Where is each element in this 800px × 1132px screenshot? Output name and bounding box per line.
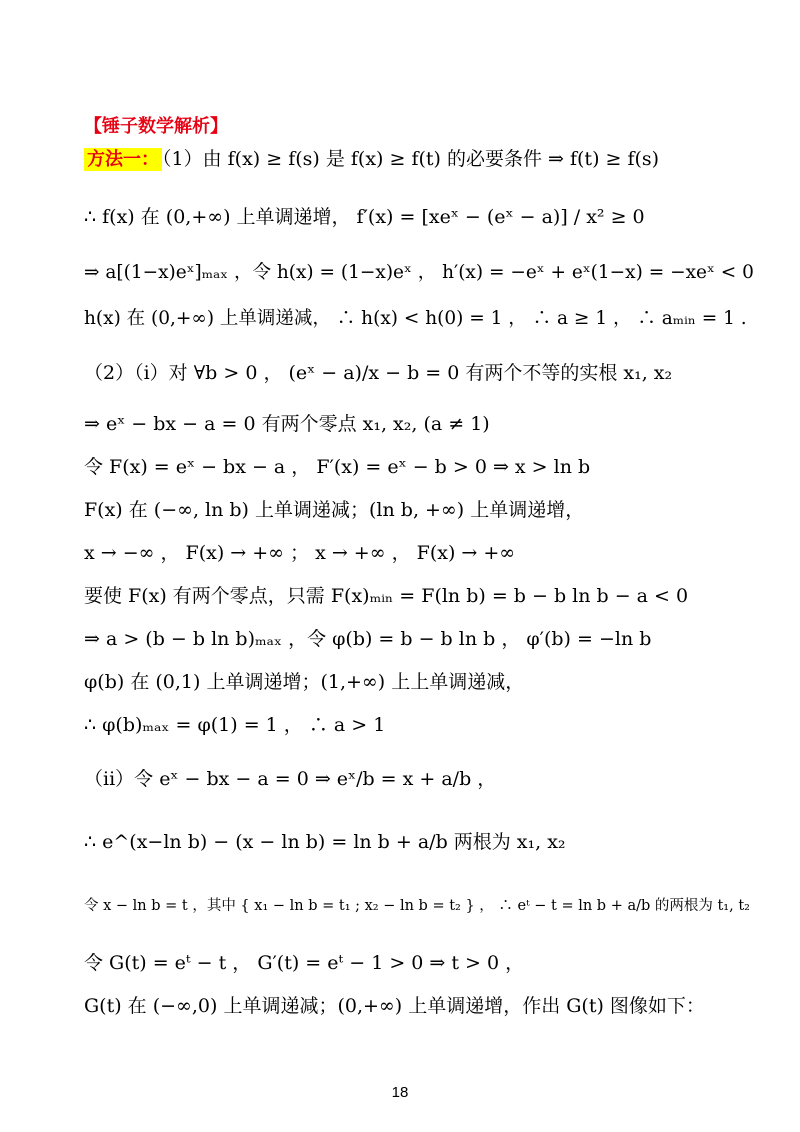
- line-11: ⇒ a > (b − b ln b)ₘₐₓ ，令 φ(b) = b − b ln b ， φ′(b) = −ln b: [84, 628, 652, 650]
- line-1: 方法一： （1）由 f(x) ≥ f(s) 是 f(x) ≥ f(t) 的必要条件 ⇒ f(t) ≥ f(s): [84, 146, 659, 173]
- line-2: ∴ f(x) 在 (0,+∞) 上单调递增， f′(x) = [xeˣ − (eˣ − a)] / x² ≥ 0: [84, 206, 645, 228]
- line-3: ⇒ a[(1−x)eˣ]ₘₐₓ ，令 h(x) = (1−x)eˣ ， h′(x) = −eˣ + eˣ(1−x) = −xeˣ < 0: [84, 262, 754, 283]
- line-5: （2）（i）对 ∀b > 0 ， (eˣ − a)/x − b = 0 有两个不等的实根 x₁, x₂: [84, 362, 673, 384]
- line-16: 令 x − ln b = t ，其中 { x₁ − ln b = t₁ ; x₂ − ln b = t₂ } ， ∴ eᵗ − t = ln b + a/b 的两根为 t₁, t₂: [84, 898, 750, 914]
- line-8: F(x) 在 (−∞, ln b) 上单调递减；(ln b, +∞) 上单调递增，: [84, 499, 585, 521]
- page-number: 18: [391, 1084, 409, 1101]
- line-13: ∴ φ(b)ₘₐₓ = φ(1) = 1 ， ∴ a > 1: [84, 714, 386, 736]
- line-4: h(x) 在 (0,+∞) 上单调递减， ∴ h(x) < h(0) = 1 ， ∴ a ≥ 1 ， ∴ aₘᵢₙ = 1 .: [84, 308, 747, 329]
- line-9: x → −∞ ， F(x) → +∞ ； x → +∞ ， F(x) → +∞: [84, 542, 516, 564]
- line-10: 要使 F(x) 有两个零点，只需 F(x)ₘᵢₙ = F(ln b) = b − b ln b − a < 0: [84, 585, 689, 607]
- line-6: ⇒ eˣ − bx − a = 0 有两个零点 x₁, x₂, (a ≠ 1): [84, 413, 490, 435]
- line-17: 令 G(t) = eᵗ − t ， G′(t) = eᵗ − 1 > 0 ⇒ t > 0 ，: [84, 952, 525, 974]
- line-7: 令 F(x) = eˣ − bx − a ， F′(x) = eˣ − b > 0 ⇒ x > ln b: [84, 456, 591, 478]
- method-tag: 方法一：: [84, 148, 162, 171]
- line-12: φ(b) 在 (0,1) 上单调递增；(1,+∞) 上上单调递减，: [84, 671, 525, 693]
- line-15: ∴ e^(x−ln b) − (x − ln b) = ln b + a/b 两根为 x₁, x₂: [84, 831, 566, 853]
- section-title: 【锤子数学解析】: [84, 116, 228, 137]
- line-14: （ii）令 eˣ − bx − a = 0 ⇒ eˣ/b = x + a/b ，: [84, 768, 497, 790]
- line-18: G(t) 在 (−∞,0) 上单调递减；(0,+∞) 上单调递增，作出 G(t) 图像如下：: [84, 995, 705, 1017]
